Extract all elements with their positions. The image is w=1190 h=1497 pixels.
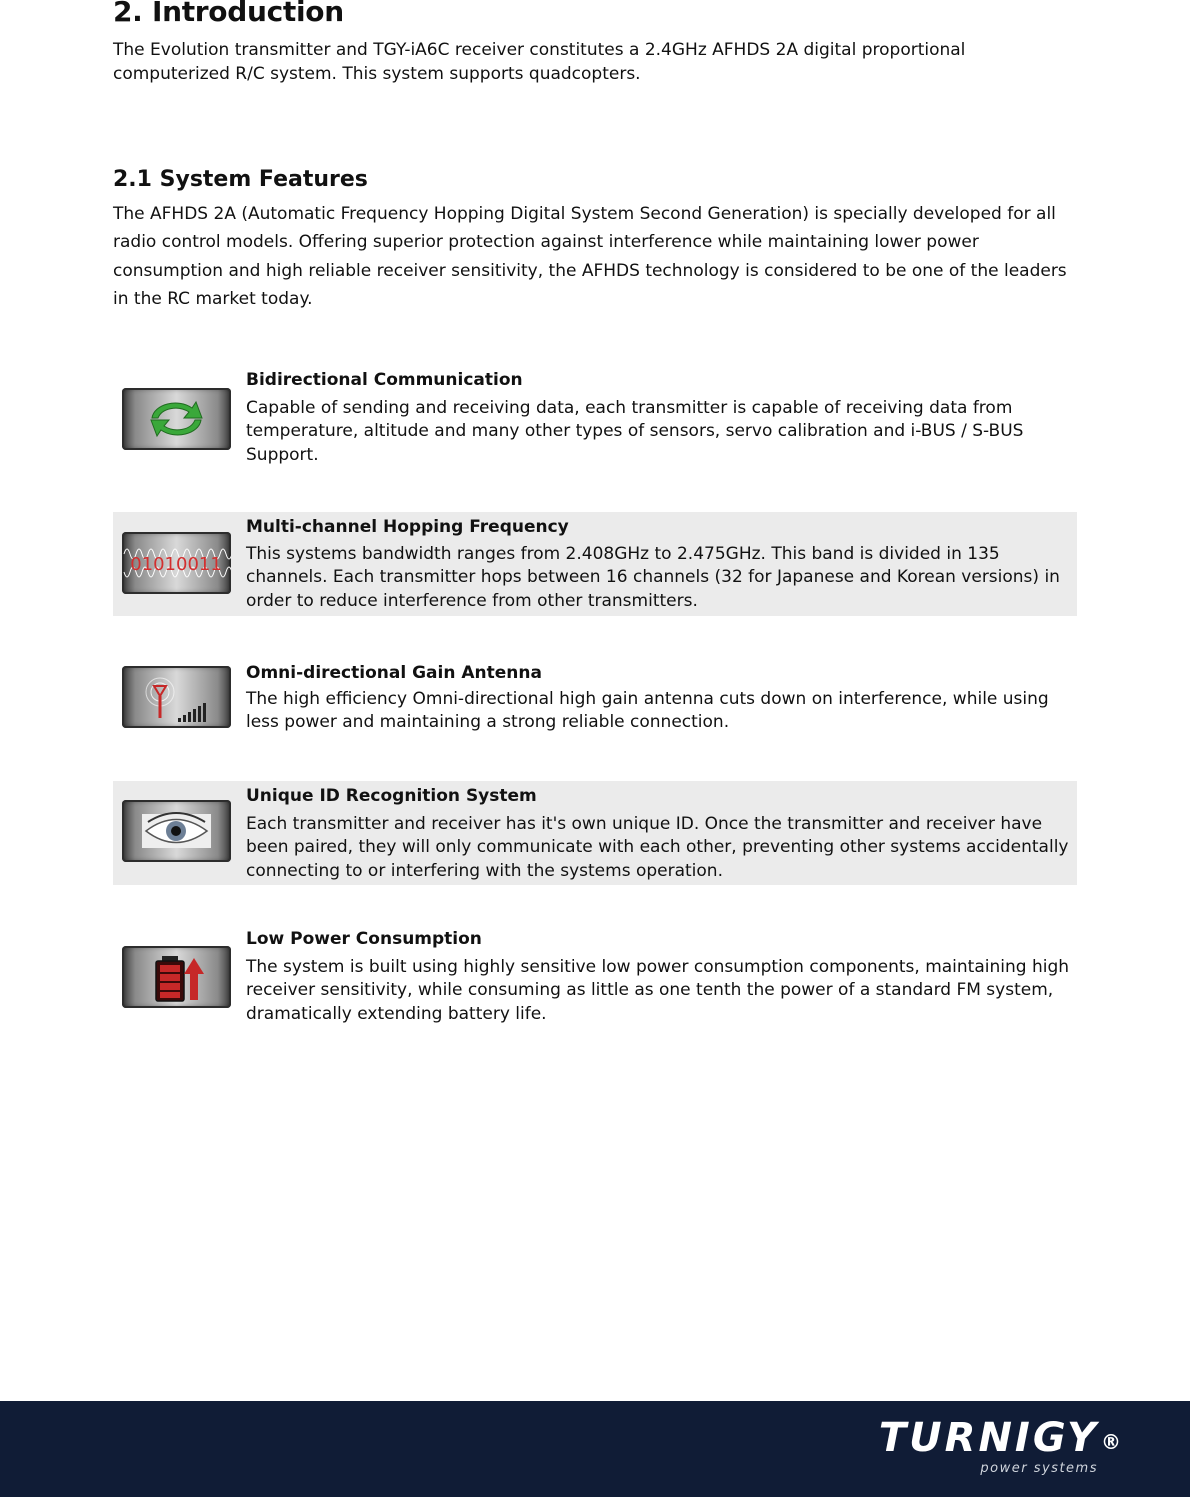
eye-icon [122, 800, 231, 862]
registered-mark: ® [1101, 1430, 1124, 1454]
section-title: 2. Introduction [113, 0, 344, 28]
feature-title: Low Power Consumption [246, 929, 482, 949]
binary-wave-icon [122, 532, 231, 594]
feature-title: Unique ID Recognition System [246, 786, 537, 806]
intro-paragraph: The Evolution transmitter and TGY-iA6C receiver constitutes a 2.4GHz AFHDS 2A digital proportional computerized R/C system. This system supports quadcopters. [113, 40, 966, 84]
feature-bidirectional [113, 366, 1077, 476]
antenna-signal-icon [122, 666, 231, 728]
subsection-title: 2.1 System Features [113, 167, 368, 192]
feature-title: Multi-channel Hopping Frequency [246, 517, 569, 537]
brand-name: TURNIGY [878, 1415, 1099, 1461]
feature-description: The system is built using highly sensitive low power consumption components, maintaining high receiver sensitivity, while consuming as little as one tenth the power of a standard FM system, dramatically extending battery life. [246, 957, 1070, 1024]
feature-unique-id [113, 781, 1077, 885]
feature-low-power [113, 926, 1077, 1036]
feature-multichannel [113, 512, 1077, 616]
feature-description: Each transmitter and receiver has it's own unique ID. Once the transmitter and receiver have been paired, they will only communicate with each other, preventing other systems accidentally connecting to or interfering with the systems operation. [246, 814, 1069, 881]
feature-description: The high efficiency Omni-directional high gain antenna cuts down on interference, while using less power and maintaining a strong reliable connection. [246, 689, 1049, 733]
feature-title: Bidirectional Communication [246, 370, 523, 390]
binary-text: 01010011 [130, 554, 222, 575]
turnigy-logo [879, 1417, 1124, 1475]
feature-antenna [113, 660, 1077, 740]
features-paragraph: The AFHDS 2A (Automatic Frequency Hopping Digital System Second Generation) is specially developed for all radio control models. Offering superior protection against interference while maintaining lower power consumption and high reliable receiver sensitivity, the AFHDS technology is considered to be one of the leaders in the RC market today. [113, 204, 1067, 309]
battery-arrow-icon [122, 946, 231, 1008]
brand-tagline: power systems [980, 1461, 1098, 1476]
feature-description: Capable of sending and receiving data, each transmitter is capable of receiving data from temperature, altitude and many other types of sensors, servo calibration and i-BUS / S-BUS Support. [246, 398, 1024, 465]
feature-title: Omni-directional Gain Antenna [246, 663, 542, 683]
feature-description: This systems bandwidth ranges from 2.408GHz to 2.475GHz. This band is divided in 135 channels. Each transmitter hops between 16 channels (32 for Japanese and Korean versions) in order to reduce interference from other transmitters. [246, 544, 1060, 611]
green-arrows-icon [122, 388, 231, 450]
footer-bar [0, 1401, 1190, 1497]
